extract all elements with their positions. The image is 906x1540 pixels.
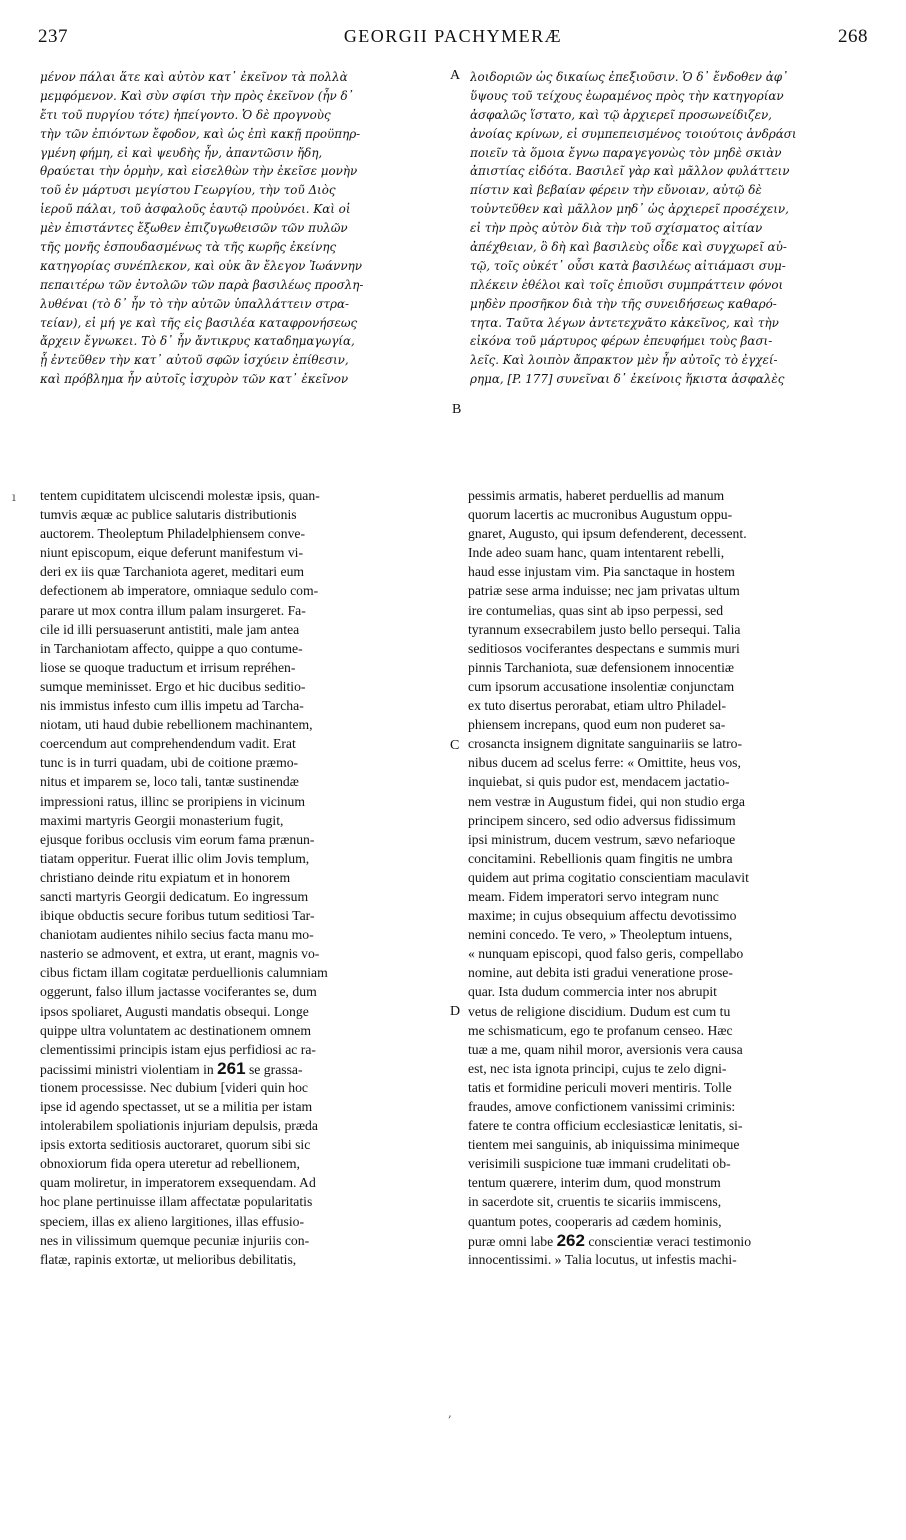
latin-right-line: tatis et formidine periculi moveri mentiris. Tolle bbox=[468, 1079, 732, 1095]
greek-text-right-column bbox=[470, 68, 872, 389]
greek-right-line: ποιεῖν τὰ ὅμοια ἔγνω παραγεγονὼς τὸν μηδὲ σκιὰν bbox=[470, 145, 782, 160]
latin-right-line: gnaret, Augusto, qui ipsum defenderent, decessent. bbox=[468, 526, 747, 542]
greek-left-line: μένον πάλαι ἅτε καὶ αὐτὸν κατ᾽ ἐκεῖνον τὰ πολλὰ bbox=[40, 70, 348, 84]
latin-left-line: defectionem ab imperatore, omniaque sedulo com- bbox=[40, 583, 319, 599]
latin-left-line: deri ex iis quæ Tarchaniota ageret, meditari eum bbox=[40, 564, 305, 580]
latin-right-line: innocentissimi. » Talia locutus, ut infestis machi- bbox=[468, 1251, 737, 1267]
latin-left-line: auctorem. Theoleptum Philadelphiensem conve- bbox=[40, 526, 306, 542]
margin-tick: , bbox=[448, 1406, 452, 1420]
greek-left-line: λυθέναι (τὸ δ᾽ ἦν τὸ τὴν αὐτῶν ὑπαλλάττειν στρα- bbox=[40, 296, 350, 311]
latin-right-line: tientem mei sanguinis, ab iniquissima minimeque bbox=[468, 1137, 740, 1153]
latin-right-line: fatere te contra officium ecclesiasticæ lenitatis, si- bbox=[468, 1118, 743, 1134]
greek-left-line: θραύεται τὴν ὁρμὴν, καὶ εἰσελθὼν τὴν ἐκεῖσε μονὴν bbox=[40, 164, 358, 179]
latin-right-line: est, nec ista ignota principi, cujus te zelo digni- bbox=[468, 1060, 727, 1076]
latin-left-line: pacissimi ministri violentiam in 261 se grassa- bbox=[40, 1058, 303, 1078]
latin-left-line: quam moliretur, in imperatorem exsequendam. Ad bbox=[40, 1175, 316, 1191]
greek-left-line: ᾗ ἐντεῦθεν τὴν κατ᾽ αὐτοῦ σφῶν ἰσχύειν ἐπίθεσιν, bbox=[40, 353, 349, 368]
greek-left-line: κατηγορίας συνέπλεκον, καὶ οὐκ ἂν ἔλεγον Ἰωάννην bbox=[40, 258, 362, 273]
latin-right-line: pinnis Tarchaniota, suæ defensionem innocentiæ bbox=[468, 659, 735, 675]
latin-left-line: ibique obductis secure foribus tutum seditiosi Tar- bbox=[40, 908, 315, 924]
latin-right-line: « nunquam episcopi, quod falso geris, compellabo bbox=[468, 946, 744, 962]
latin-left-line: tiatam opperitur. Fuerat illic olim Jovis templum, bbox=[40, 850, 310, 866]
latin-right-line: puræ omni labe 262 conscientiæ veraci testimonio bbox=[468, 1230, 752, 1250]
greek-left-line: πεπαιτέρω τῶν ἐντολῶν τῶν παρὰ βασιλέως προσλη- bbox=[40, 277, 364, 292]
latin-right-line: Inde adeo suam hanc, quam intentarent rebelli, bbox=[468, 545, 725, 561]
latin-left-line: speciem, illas ex alieno largitiones, illas effusio- bbox=[40, 1213, 305, 1229]
greek-right-line: μηδὲν προσῆκον διὰ τὴν τῆς συνειδήσεως καθαρό- bbox=[470, 296, 777, 311]
greek-right-line: τῷ, τοῖς οὐκέτ᾽ οὖσι κατὰ βασιλέως αἰτιάμασι συμ- bbox=[470, 258, 786, 273]
latin-right-line: tuæ a me, quam nihil moror, aversionis vera causa bbox=[468, 1041, 743, 1057]
latin-left-line: in Tarchaniotam affecto, quippe a quo contume- bbox=[40, 640, 303, 656]
latin-left-line: cile id illi persuaserunt antistiti, male jam antea bbox=[40, 621, 300, 637]
greek-right-line: εἰ τὴν πρὸς αὐτὸν διὰ τὴν τοῦ σχίσματος αἰτίαν bbox=[470, 221, 763, 236]
latin-right-line: nem vestræ in Augustum fidei, qui non studio erga bbox=[468, 793, 745, 809]
greek-right-line: πίστιν καὶ βεβαίαν φέρειν τὴν εὔνοιαν, αὐτῷ δὲ bbox=[470, 183, 762, 198]
latin-left-line: flatæ, rapinis extortæ, ut melioribus debilitatis, bbox=[40, 1251, 297, 1267]
section-marker-a: A bbox=[450, 68, 461, 83]
latin-right-line: verisimili suspicione tuæ immani crudelitati ob- bbox=[468, 1156, 731, 1172]
latin-right-line: nemini concedo. Te vero, » Theoleptum intuens, bbox=[468, 927, 733, 943]
latin-left-line: ipse id agendo spectasset, ut se a militia per istam bbox=[40, 1099, 313, 1114]
greek-left-line: μὲν ἐπιστάντες ἔξωθεν ἐπιζυγωθεισῶν τῶν πυλῶν bbox=[40, 221, 348, 236]
latin-right-line: maxime; in cujus obsequium affectu devotissimo bbox=[468, 908, 737, 924]
latin-left-line: nitus et imparem se, loco tali, tantæ sustinendæ bbox=[40, 774, 299, 790]
latin-left-line: parare ut mox contra illum palam insurgeret. Fa- bbox=[40, 602, 306, 618]
greek-right-line: τητα. Ταῦτα λέγων ἀντετεχνᾶτο κἀκεῖνος, καὶ τὴν bbox=[470, 315, 779, 330]
latin-right-line: inquiebat, si quis pudor est, mendacem jactatio- bbox=[468, 774, 730, 790]
greek-left-line: ἱεροῦ πάλαι, τοῦ ἀσφαλοῦς ἑαυτῷ προὐνόει. Καὶ οἱ bbox=[40, 202, 351, 217]
latin-right-line: haud esse injustam vim. Pia sanctaque in hostem bbox=[468, 564, 735, 580]
latin-right-line: tyrannum exsecrabilem justo bello persequi. Talia bbox=[468, 621, 741, 637]
greek-right-line: ρημα, [P. 177] συνεῖναι δ᾽ ἐκείνοις ἥκιστα ἀσφαλὲς bbox=[470, 372, 785, 387]
greek-right-line: λοιδοριῶν ὡς δικαίως ἐπεξιοῦσιν. Ὁ δ᾽ ἔνδοθεν ἀφ᾽ bbox=[470, 70, 789, 84]
latin-left-line: nasterio se admovent, et extra, ut erant, magnis vo- bbox=[40, 946, 320, 962]
latin-right-line: patriæ sese arma induisse; nec jam privatas ultum bbox=[468, 583, 740, 599]
greek-right-line: ὕψους τοῦ τείχους ἑωραμένος πρὸς τὴν κατηγορίαν bbox=[470, 88, 784, 103]
latin-left-line: cibus fictam illam cogitatæ perduellionis calumniam bbox=[40, 965, 328, 981]
greek-left-line: γμένη φήμη, εἰ καὶ ψευδὴς ἦν, ἀπαντῶσιν ἤδη, bbox=[40, 145, 323, 160]
latin-left-line: nis immistus infesto cum illis impetu ad Tarcha- bbox=[40, 698, 304, 714]
latin-left-line: impressioni ratus, illinc se proripiens in vicinum bbox=[40, 793, 305, 809]
latin-left-line: maximi martyris Georgii monasterium fugit, bbox=[40, 812, 284, 828]
latin-right-line: phiensem increpans, quod eum non puderet sa- bbox=[468, 717, 726, 733]
greek-right-line: λεῖς. Καὶ λοιπὸν ἄπρακτον μὲν ἦν αὐτοῖς τὸ ἐγχεί- bbox=[470, 353, 778, 368]
latin-text-left-column bbox=[40, 486, 445, 1269]
latin-right-line: fraudes, amove confictionem vanissimi criminis: bbox=[468, 1099, 736, 1114]
latin-right-line: nomine, aut debita isti gradui veneratione prose- bbox=[468, 965, 733, 981]
page-number-left: 237 bbox=[38, 26, 68, 47]
latin-right-line: concitamini. Rebellionis quam fingitis ne umbra bbox=[468, 850, 733, 866]
latin-left-line: liose se quoque traductum et irrisum repréhen- bbox=[40, 659, 296, 675]
latin-left-line: ipsos spoliaret, Augusti mandatis obsequi. Longe bbox=[40, 1003, 309, 1019]
latin-left-line: sancti martyris Georgii dedicatum. Eo ingressum bbox=[40, 888, 309, 904]
latin-left-line: tumvis æquæ ac publice salutaris distributionis bbox=[40, 507, 297, 523]
latin-right-line: quantum potes, cooperaris ad cædem hominis, bbox=[468, 1213, 722, 1229]
latin-right-line: quidem aut prima cogitatio conscientiam maculavit bbox=[468, 869, 749, 885]
page-number-right: 268 bbox=[838, 26, 868, 47]
latin-left-line: quippe ultra voluntatem ac destinationem omnem bbox=[40, 1022, 312, 1038]
latin-left-line: chaniotam audientes nihilo secius facta manu mo- bbox=[40, 927, 314, 943]
latin-left-line: ipsis extorta seditiosis auctoraret, quorum sibi sic bbox=[40, 1137, 311, 1153]
latin-left-line: oggerunt, falso illum jactasse vociferantes se, dum bbox=[40, 984, 317, 1000]
inline-page-number: 262 bbox=[556, 1230, 585, 1250]
latin-right-line: ipsi ministrum, ducem vestrum, sævo nefarioque bbox=[468, 831, 736, 847]
latin-right-line: principem sincero, sed odio adversus fidissimum bbox=[468, 812, 736, 828]
section-marker-c: C bbox=[450, 738, 460, 753]
greek-left-line: καὶ πρόβλημα ἦν αὐτοῖς ἰσχυρὸν τῶν κατ᾽ ἐκεῖνον bbox=[40, 372, 349, 387]
latin-left-line: hoc plane pertinuisse illam affectatæ popularitatis bbox=[40, 1194, 313, 1210]
greek-left-line: ἔτι τοῦ πυργίου τότε) ἠπείγοντο. Ὁ δὲ προγνοὺς bbox=[40, 107, 331, 122]
latin-right-line: meam. Fidem imperatori servo integram nunc bbox=[468, 888, 719, 904]
latin-left-line: niotam, uti haud dubie rebellionem machinantem, bbox=[40, 717, 313, 733]
latin-left-line: obnoxiorum fida opera uteretur ad rebellionem, bbox=[40, 1156, 300, 1172]
latin-left-line: ejusque foribus occlusis vim eorum fama prænun- bbox=[40, 831, 315, 847]
latin-left-line: tionem processisse. Nec dubium [videri quin hoc bbox=[40, 1079, 308, 1095]
greek-left-line: ἄρχειν ἔγνωκει. Τὸ δ᾽ ἦν ἄντικρυς καταδημαγωγία, bbox=[40, 334, 355, 349]
latin-left-line: christiano deinde ritu expiatum et in honorem bbox=[40, 869, 291, 885]
latin-left-line: coercendum aut comprehendendum vadit. Erat bbox=[40, 736, 296, 752]
greek-right-line: πλέκειν ἐθέλοι καὶ τοῖς ἐπιοῦσι συμπράττειν φόνοι bbox=[470, 277, 784, 292]
greek-text-left-column bbox=[40, 68, 448, 389]
greek-right-line: ἀπέχθειαν, ὃ δὴ καὶ βασιλεὺς οἶδε καὶ συγχωρεῖ αὐ- bbox=[470, 240, 787, 255]
greek-right-line: ἀσφαλῶς ἵστατο, καὶ τῷ ἀρχιερεῖ προσωνείδιζεν, bbox=[470, 107, 772, 122]
latin-left-line: sumque meminisset. Ergo et hic ducibus seditio- bbox=[40, 678, 306, 694]
greek-left-line: τοῦ ἐν μάρτυσι μεγίστου Γεωργίου, τὴν τοῦ Διὸς bbox=[40, 183, 336, 198]
latin-left-line: intolerabilem spoliationis injuriam depulsis, præda bbox=[40, 1118, 318, 1134]
latin-right-line: in sacerdote sit, cruentis te sicariis immiscens, bbox=[468, 1194, 722, 1210]
greek-right-line: ἀνοίας κρίνων, εἰ συμπεπεισμένος τοιούτοις ἀνδράσι bbox=[470, 126, 797, 141]
inline-page-number: 261 bbox=[217, 1058, 246, 1078]
margin-tick: ı bbox=[12, 490, 16, 504]
latin-left-line: niunt episcopum, eique deferunt manifestum vi- bbox=[40, 545, 304, 561]
greek-left-line: τείαν), εἰ μή γε καὶ τῆς εἰς βασιλέα καταφρονήσεως bbox=[40, 315, 358, 330]
latin-left-line: clementissimi principis istam ejus perfidiosi ac ra- bbox=[40, 1041, 316, 1057]
greek-right-line: εἰκόνα τοῦ μάρτυρος φέρων ἐπευφήμει τοὺς βασι- bbox=[470, 334, 773, 349]
section-marker-d: D bbox=[450, 1004, 461, 1019]
latin-right-line: nibus ducem ad scelus ferre: « Omittite, heus vos, bbox=[468, 755, 741, 771]
greek-left-line: τῆς μονῆς ἐσπουδασμένως τὰ τῆς κωρῆς ἐκείνης bbox=[40, 240, 337, 255]
latin-right-line: pessimis armatis, haberet perduellis ad manum bbox=[468, 488, 725, 503]
latin-right-line: me schismaticum, ego te profanum censeo. Hæc bbox=[468, 1022, 733, 1038]
latin-left-line: nes in vilissimum quemque pecuniæ injuriis con- bbox=[40, 1232, 310, 1248]
latin-right-line: ex tuto disertus perorabat, etiam ultro Philadel- bbox=[468, 698, 727, 714]
greek-left-line: μεμφόμενον. Καὶ σὺν σφίσι τὴν πρὸς ἐκεῖνον (ἦν δ᾽ bbox=[40, 88, 354, 103]
latin-right-line: ire contumelias, quas sint ab ipso perpessi, sed bbox=[468, 602, 724, 618]
latin-right-line: quar. Ista dudum commercia inter nos abrupit bbox=[468, 984, 717, 1000]
latin-right-line: seditiosos vociferantes despectans e summis muri bbox=[468, 640, 740, 656]
section-marker-b: B bbox=[452, 402, 462, 417]
latin-right-line: cum ipsorum accusatione insolentiæ conjunctam bbox=[468, 678, 735, 694]
running-header bbox=[38, 26, 868, 60]
greek-left-line: τὴν τῶν ἐπιόντων ἔφοδον, καὶ ὡς ἐπὶ κακῇ προϋπηρ- bbox=[40, 126, 361, 141]
latin-right-line: tentum quærere, interim dum, quod monstrum bbox=[468, 1175, 721, 1191]
greek-right-line: ἀπιστίας εἰδότα. Βασιλεῖ γὰρ καὶ μᾶλλον φυλάττειν bbox=[470, 164, 790, 179]
latin-right-line: crosancta insignem dignitate sanguinariis se latro- bbox=[468, 736, 743, 752]
latin-left-line: tentem cupiditatem ulciscendi molestæ ipsis, quan- bbox=[40, 488, 320, 503]
latin-left-line: tunc is in turri quadam, ubi de coitione præmo- bbox=[40, 755, 299, 771]
greek-right-line: τοὐντεῦθεν καὶ μᾶλλον μηδ᾽ ὡς ἀρχιερεῖ προσέχειν, bbox=[470, 202, 789, 217]
latin-right-line: quorum lacertis ac mucronibus Augustum oppu- bbox=[468, 507, 733, 523]
latin-right-line: vetus de religione discidium. Dudum est cum tu bbox=[468, 1003, 731, 1019]
latin-text-right-column bbox=[468, 486, 874, 1269]
running-title: GEORGII PACHYMERÆ bbox=[343, 26, 563, 46]
